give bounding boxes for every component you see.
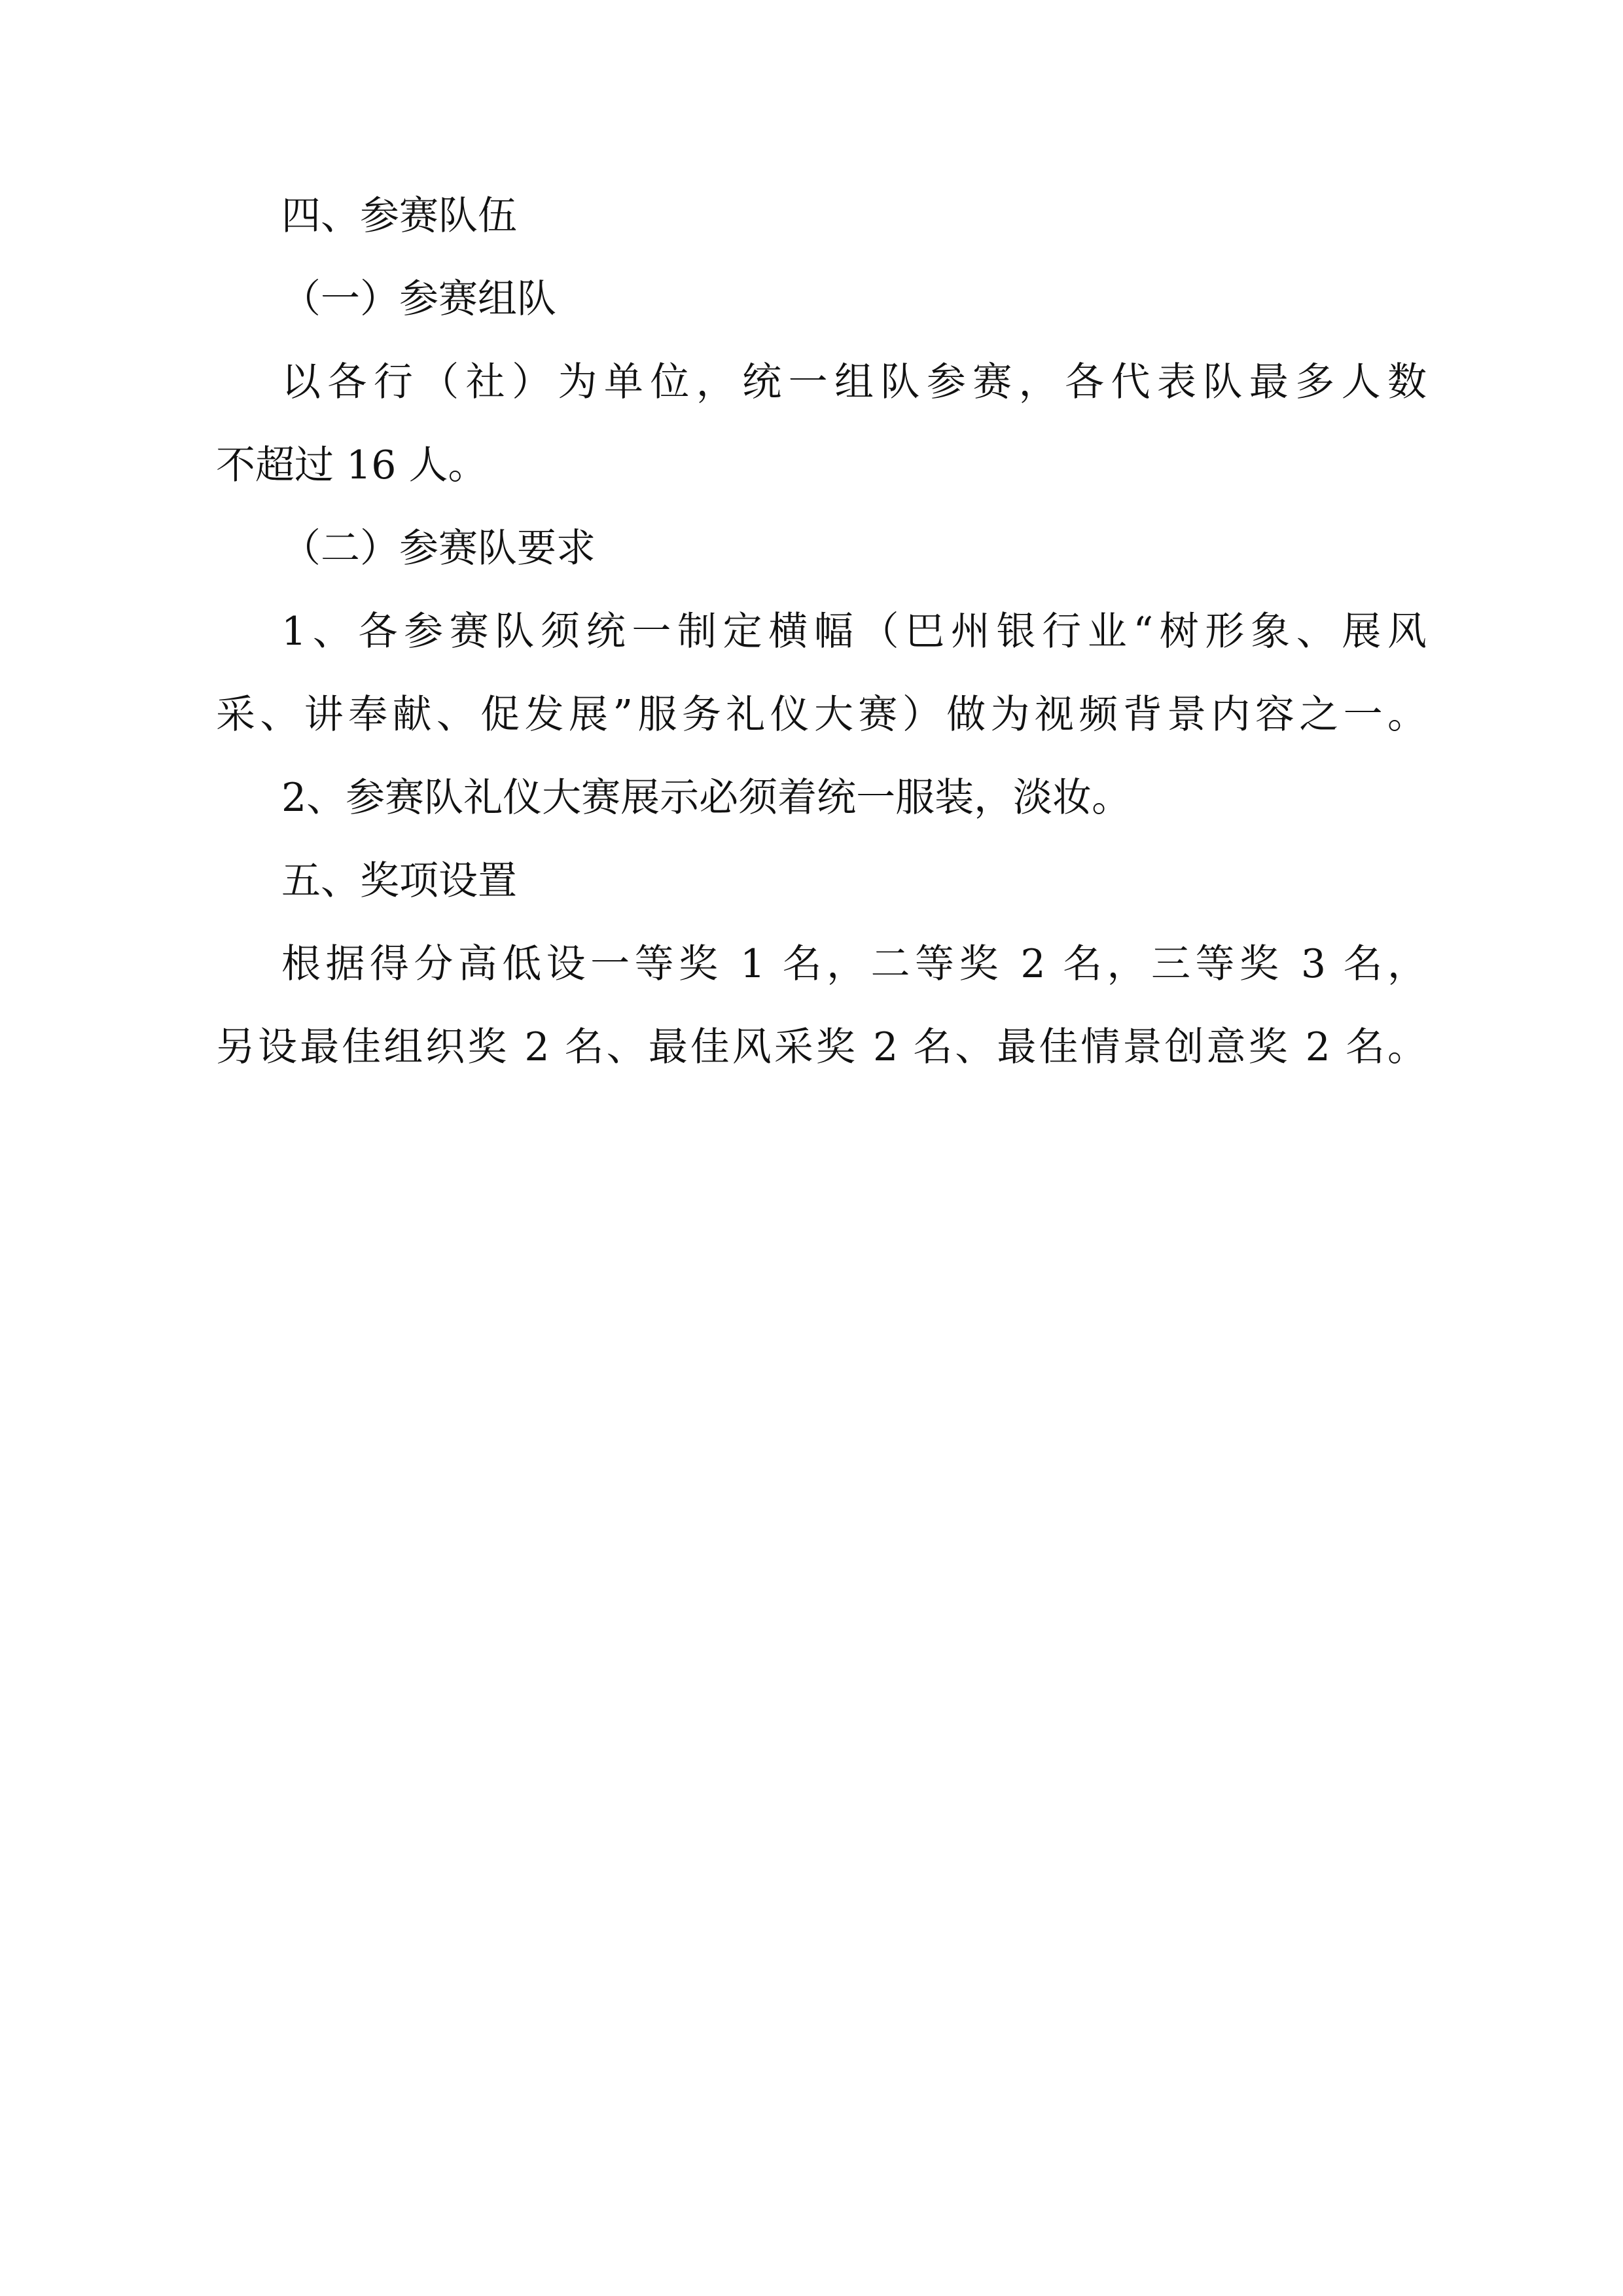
requirement-2: 2、参赛队礼仪大赛展示必须着统一服装，淡妆。: [281, 775, 1132, 821]
section-heading-participating-teams: 四、参赛队伍: [281, 193, 517, 239]
section-heading-awards: 五、奖项设置: [281, 858, 517, 904]
paragraph-team-formation-line-1: 以各行（社）为单位，统一组队参赛，各代表队最多人数: [281, 359, 1427, 405]
paragraph-awards-line-2: 另设最佳组织奖 2 名、最佳风采奖 2 名、最佳情景创意奖 2 名。: [216, 1024, 1427, 1070]
subsection-heading-team-formation: （一）参赛组队: [281, 276, 556, 322]
requirement-1-line-2: 采、讲奉献、促发展”服务礼仪大赛）做为视频背景内容之一。: [216, 692, 1427, 738]
requirement-1-line-1: 1、各参赛队须统一制定横幅（巴州银行业“树形象、展风: [281, 609, 1427, 655]
subsection-heading-team-requirements: （二）参赛队要求: [281, 526, 596, 571]
paragraph-awards-line-1: 根据得分高低设一等奖 1 名，二等奖 2 名，三等奖 3 名，: [281, 941, 1427, 987]
document-body: [216, 193, 1427, 1111]
paragraph-team-formation-line-2: 不超过 16 人。: [216, 442, 488, 488]
